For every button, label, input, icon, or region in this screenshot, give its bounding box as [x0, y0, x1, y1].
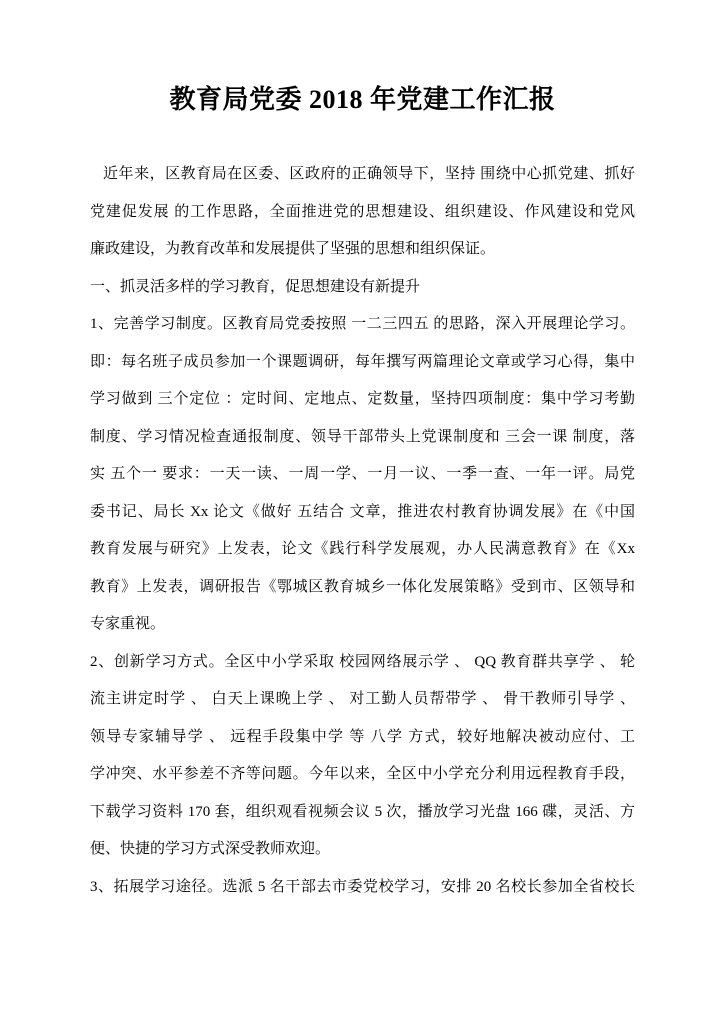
text-line: 廉政建设，为教育改革和发展提供了坚强的思想和组织保证。 [90, 241, 496, 257]
text-line: 1、完善学习制度。区教育局党委按照 一二三四五 的思路，深入开展理论学习。 [90, 316, 635, 332]
text-line: 党建促发展 的工作思路，全面推进党的思想建设、组织建设、作风建设和党风 [90, 203, 635, 220]
text-line: 便、快捷的学习方式深受教师欢迎。 [90, 841, 331, 857]
text-line: 制度、学习情况检查通报制度、领导干部带头上党课制度和 三会一课 制度，落 [90, 428, 635, 445]
paragraph [90, 644, 635, 869]
paragraph [90, 869, 635, 907]
text-line: 下载学习资料 170 套，组织观看视频会议 5 次，播放学习光盘 166 碟，灵活、方 [90, 803, 635, 820]
text-line: 近年来，区教育局在区委、区政府的正确领导下，坚持 围绕中心抓党建、抓好 [103, 166, 635, 182]
text-line: 学冲突、水平参差不齐等问题。今年以来，全区中小学充分利用远程教育手段， [90, 766, 635, 782]
document-title: 教育局党委 2018 年党建工作汇报 [169, 85, 556, 114]
text-line: 实 五个一 要求：一天一读、一周一学、一月一议、一季一查、一年一评。局党 [90, 466, 635, 482]
paragraph [90, 156, 635, 269]
text-line: 即：每名班子成员参加一个课题调研，每年撰写两篇理论文章或学习心得，集中 [90, 353, 635, 370]
paragraph [90, 269, 635, 307]
text-line: 领导专家辅导学 、 远程手段集中学 等 八学 方式，较好地解决被动应付、工 [90, 728, 635, 745]
text-line: 3、拓展学习途径。选派 5 名干部去市委党校学习，安排 20 名校长参加全省校长 [90, 878, 635, 895]
text-line: 专家重视。 [90, 616, 166, 632]
text-line: 教育》上发表，调研报告《鄂城区教育城乡一体化发展策略》受到市、区领导和 [90, 578, 635, 595]
text-line: 一、抓灵活多样的学习教育，促思想建设有新提升 [90, 278, 421, 295]
text-line: 学习做到 三个定位 ：定时间、定地点、定数量，坚持四项制度：集中学习考勤 [90, 391, 635, 407]
text-line: 教育发展与研究》上发表，论文《践行科学发展观，办人民满意教育》在《Xx [90, 541, 635, 557]
text-line: 流主讲定时学 、 白天上课晚上学 、 对工勤人员帮带学 、 骨干教师引导学 、 [90, 691, 635, 707]
text-line: 2、创新学习方式。全区中小学采取 校园网络展示学 、 QQ 教育群共享学 、 轮 [90, 653, 635, 670]
paragraph [90, 306, 635, 644]
document-body [90, 156, 635, 906]
text-line: 委书记、局长 Xx 论文《做好 五结合 文章，推进农村教育协调发展》在《中国 [90, 503, 635, 520]
